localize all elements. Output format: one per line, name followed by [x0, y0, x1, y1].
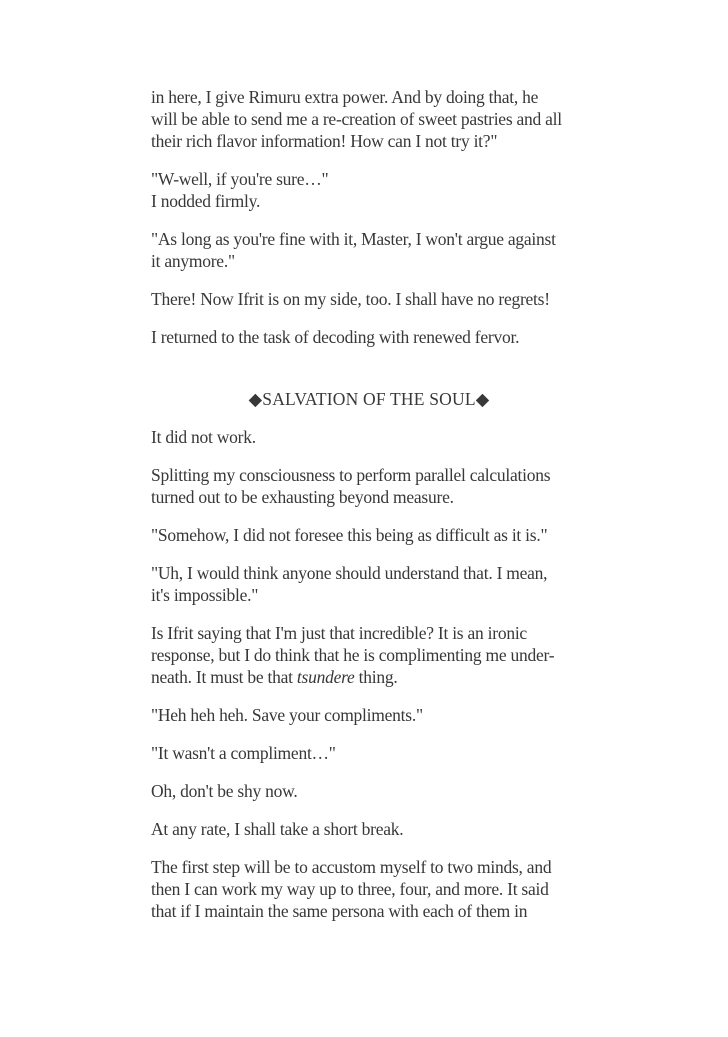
- text-line: [151, 666, 587, 688]
- text-line: It did not work.: [151, 427, 256, 447]
- paragraph: [151, 168, 587, 212]
- text-line: it's impossible.": [151, 585, 259, 605]
- paragraph: [151, 818, 587, 840]
- text-line: turned out to be exhausting beyond measure.: [151, 487, 454, 507]
- paragraph: [151, 562, 587, 606]
- paragraph: [151, 426, 587, 448]
- text-line: "It wasn't a compliment…": [151, 743, 336, 763]
- text-line: their rich flavor information! How can I not try it?": [151, 131, 498, 151]
- text-line: it anymore.": [151, 251, 235, 271]
- paragraph: [151, 228, 587, 272]
- text-line: will be able to send me a re-creation of sweet pastries and all: [151, 109, 562, 129]
- text-line: ◆SALVATION OF THE SOUL◆: [248, 389, 490, 409]
- paragraph: [151, 742, 587, 764]
- paragraph: [151, 856, 587, 922]
- text-line: "As long as you're fine with it, Master, I won't argue against: [151, 229, 556, 249]
- paragraph: [151, 86, 587, 152]
- text-line: in here, I give Rimuru extra power. And by doing that, he: [151, 87, 539, 107]
- paragraph: [151, 622, 587, 688]
- paragraph: [151, 704, 587, 726]
- text-line: response, but I do think that he is complimenting me under-: [151, 645, 555, 665]
- text-line: then I can work my way up to three, four, and more. It said: [151, 879, 549, 899]
- text-line: I nodded firmly.: [151, 191, 261, 211]
- paragraph: [151, 464, 587, 508]
- text-line: Oh, don't be shy now.: [151, 781, 298, 801]
- text-line: The first step will be to accustom myself to two minds, and: [151, 857, 552, 877]
- paragraph: [151, 780, 587, 802]
- text-line: "Uh, I would think anyone should understand that. I mean,: [151, 563, 548, 583]
- text-line: "Heh heh heh. Save your compliments.": [151, 705, 423, 725]
- text-line: Is Ifrit saying that I'm just that incredible? It is an ironic: [151, 623, 527, 643]
- paragraph: [151, 524, 587, 546]
- text-column: [151, 86, 587, 938]
- text-line: "Somehow, I did not foresee this being as difficult as it is.": [151, 525, 548, 545]
- paragraph: [151, 288, 587, 310]
- text-line: There! Now Ifrit is on my side, too. I shall have no regrets!: [151, 289, 550, 309]
- text-segment: neath. It must be that: [151, 667, 297, 687]
- text-line: At any rate, I shall take a short break.: [151, 819, 404, 839]
- italic-term: tsundere: [296, 667, 355, 687]
- text-line: that if I maintain the same persona with each of them in: [151, 901, 528, 921]
- section-heading: [151, 388, 587, 410]
- text-line: Splitting my consciousness to perform parallel calculations: [151, 465, 551, 485]
- text-line: I returned to the task of decoding with renewed fervor.: [151, 327, 520, 347]
- paragraph: [151, 326, 587, 348]
- text-line: "W-well, if you're sure…": [151, 169, 329, 189]
- text-segment: thing.: [354, 667, 398, 687]
